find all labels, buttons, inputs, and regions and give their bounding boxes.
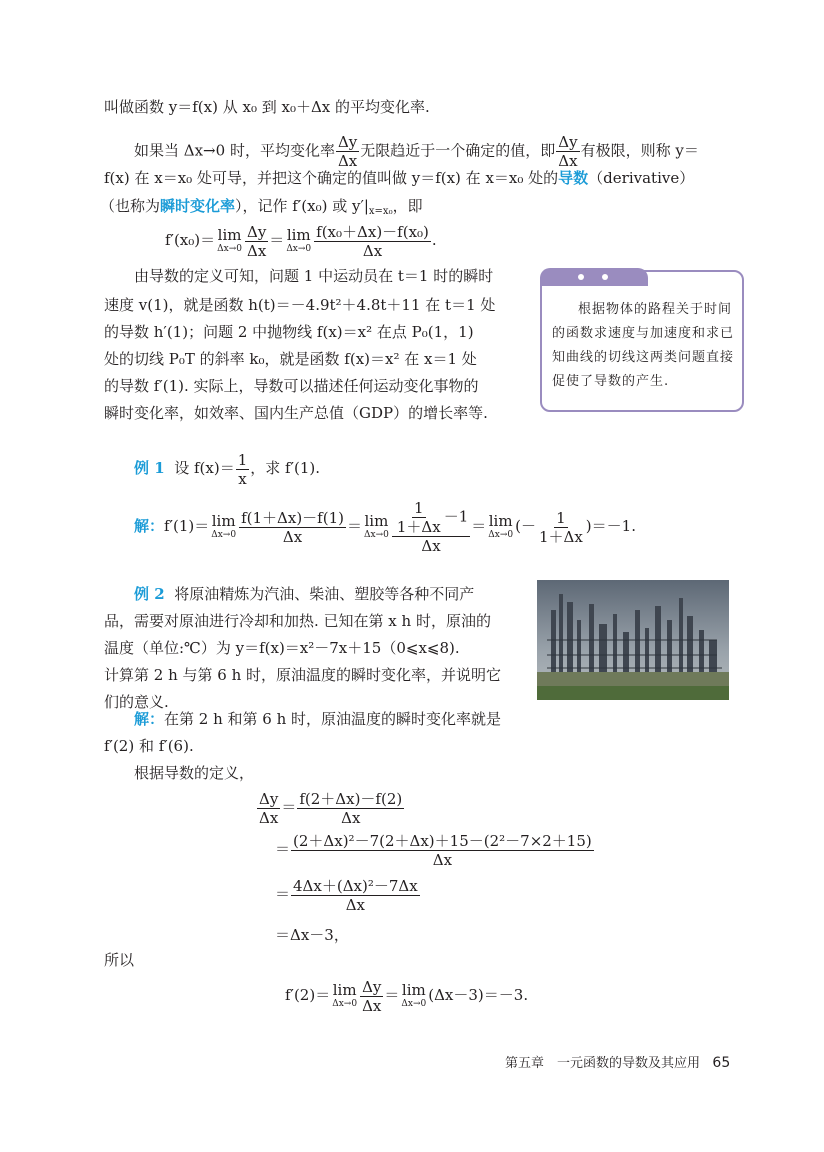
chapter-title: 第五章 一元函数的导数及其应用 <box>505 1056 701 1071</box>
derivation-step-1 <box>256 787 405 827</box>
term-derivative: 导数 <box>558 169 589 187</box>
period: . <box>431 231 437 249</box>
solution-label: 解： <box>134 517 165 535</box>
fraction: $\frac{\Delta y}{\Delta x}$ <box>337 133 358 170</box>
side-note-tab <box>540 268 648 286</box>
limit: lim Δx→0 <box>217 226 242 254</box>
example-label: 例 2 <box>134 585 165 603</box>
text-line: 由导数的定义可知，问题 1 中运动员在 t＝1 时的瞬时 <box>134 267 494 285</box>
equals: ＝ <box>275 885 291 903</box>
formula-lhs: f′(2)＝ <box>285 986 331 1004</box>
solution-label: 解： <box>134 710 165 728</box>
page-footer <box>505 1052 730 1071</box>
formula-lhs: f′(1)＝ <box>164 517 210 535</box>
definition-line-2 <box>104 168 694 188</box>
text-line: 根据导数的定义， <box>134 764 255 782</box>
fraction: $\frac{\Delta y}{\Delta x}$ <box>259 789 279 827</box>
text-fragment: 有极限，则称 y＝ <box>580 141 699 160</box>
example-label: 例 1 <box>134 459 165 477</box>
limit: lim Δx→0 <box>364 512 389 540</box>
text-line: 计算第 2 h 与第 6 h 时，原油温度的瞬时变化率，并说明它 <box>104 666 502 684</box>
text-fragment: f(x) 在 x＝x₀ 处可导，并把这个确定的值叫做 y＝f(x) 在 x＝x₀ 处的 <box>104 169 559 187</box>
result: (Δx－3)＝－3. <box>428 986 529 1004</box>
formula-lhs: f′(x₀)＝ <box>165 231 216 249</box>
fraction: $\frac{\Delta y}{\Delta x}$ <box>362 977 382 1015</box>
fraction: $\frac{\Delta y}{\Delta x}$ <box>246 222 267 260</box>
limit: lim Δx→0 <box>488 512 514 540</box>
limit: lim Δx→0 <box>332 981 358 1009</box>
fraction: $\frac{1}{1+\Delta x}$ <box>538 508 583 546</box>
text-line: 速度 v(1)，就是函数 h(t)＝－4.9t²＋4.8t＋11 在 t＝1 处 <box>104 296 496 314</box>
text-line: 的导数 f′(1). 实际上，导数可以描述任何运动变化事物的 <box>104 377 479 395</box>
side-note-text: 根据物体的路程关于时间的函数求速度与加速度和求已知曲线的切线这两类问题直接促使了导数的产生. <box>552 302 735 389</box>
text-fragment: 将原油精炼为汽油、柴油、塑胶等各种不同产 <box>174 585 475 603</box>
text-line: f′(2) 和 f′(6). <box>104 737 194 755</box>
text-fragment: 在第 2 h 和第 6 h 时，原油温度的瞬时变化率就是 <box>164 710 502 728</box>
text-fragment: 如果当 Δx→0 时，平均变化率 <box>134 141 335 160</box>
result: ＝－1. <box>591 517 636 535</box>
derivation-step-4: ＝Δx－3， <box>275 926 349 944</box>
text-line: 们的意义. <box>104 693 169 711</box>
equals: ＝ <box>281 798 297 816</box>
text-fragment: （也称为 <box>100 197 161 215</box>
text-fragment: 无限趋近于一个确定的值，即 <box>360 141 556 160</box>
compound-fraction: $\frac{1}{1+\Delta x}$ －1 Δx <box>392 499 470 555</box>
fraction: $\frac{f(2+\Delta x)-f(2)}{\Delta x}$ <box>299 789 403 827</box>
text-fragment: ），记作 f′(x₀) 或 y′| <box>235 197 369 215</box>
paren: (－ <box>515 517 536 535</box>
derivation-step-2 <box>275 829 595 869</box>
fraction: $\frac{\Delta y}{\Delta x}$ <box>558 133 578 170</box>
text-line: 瞬时变化率，如效率、国内生产总值（GDP）的增长率等. <box>104 404 488 422</box>
text-fragment: ，即 <box>392 197 423 215</box>
text-line: 处的切线 P₀T 的斜率 k₀，就是函数 f(x)＝x² 在 x＝1 处 <box>104 350 477 368</box>
limit: lim Δx→0 <box>211 512 237 540</box>
text-fragment: 设 f(x)＝ <box>174 459 235 477</box>
equals: ＝ <box>471 517 487 535</box>
definition-line-1 <box>134 133 699 170</box>
equals: ＝ <box>269 231 285 249</box>
paren: ) <box>585 517 592 535</box>
page-number: 65 <box>712 1055 731 1071</box>
derivation-step-3 <box>275 874 421 914</box>
limit: lim Δx→0 <box>401 981 427 1009</box>
term-instant-rate: 瞬时变化率 <box>160 197 236 215</box>
dot-icon <box>602 274 608 280</box>
fraction: $\frac{1}{1+\Delta x}$ <box>396 499 441 536</box>
text-fragment: ，求 f′(1). <box>250 459 320 477</box>
text-line: 所以 <box>104 951 135 969</box>
fraction: $\frac{\text{4Δx＋(Δx)²－7Δx}}{\Delta x}$ <box>293 876 418 914</box>
fraction: $\frac{\text{(2＋Δx)²－7(2＋Δx)＋15－(2²－7×2＋15)}}{\Delta x}$ <box>293 831 592 869</box>
text-line: 品，需要对原油进行冷却和加热. 已知在第 x h 时，原油的 <box>104 612 491 630</box>
subscript: x=x₀ <box>368 206 393 217</box>
solution-2-line-1 <box>134 709 501 729</box>
equals: ＝ <box>346 517 362 535</box>
text-fragment: （derivative） <box>588 169 695 187</box>
dot-icon <box>578 274 584 280</box>
definition-line-3 <box>100 196 423 216</box>
fraction: $\frac{\text{f(x₀＋Δx)－f(x₀)}}{\Delta x}$ <box>316 222 429 260</box>
compound-numerator: $\frac{1}{1+\Delta x}$ －1 <box>392 499 470 537</box>
text-line: 叫做函数 y＝f(x) 从 x₀ 到 x₀＋Δx 的平均变化率. <box>104 98 430 116</box>
text-line: 温度（单位:℃）为 y＝f(x)＝x²－7x＋15（0⩽x⩽8). <box>104 639 460 657</box>
final-formula <box>285 975 528 1015</box>
example-2-line-1 <box>134 584 474 604</box>
limit: lim Δx→0 <box>286 226 312 254</box>
equals: ＝ <box>275 840 291 858</box>
equals: ＝ <box>384 986 400 1004</box>
derivative-formula <box>165 220 437 260</box>
solution-1 <box>134 496 636 556</box>
fraction: $\frac{f(1+\Delta x)-f(1)}{\Delta x}$ <box>241 508 344 546</box>
example-1 <box>134 448 320 488</box>
refinery-photo <box>537 580 729 700</box>
fraction: $\frac{1}{x}$ <box>237 450 248 488</box>
text-line: 的导数 h′(1)；问题 2 中抛物线 f(x)＝x² 在点 P₀(1，1) <box>104 323 474 341</box>
